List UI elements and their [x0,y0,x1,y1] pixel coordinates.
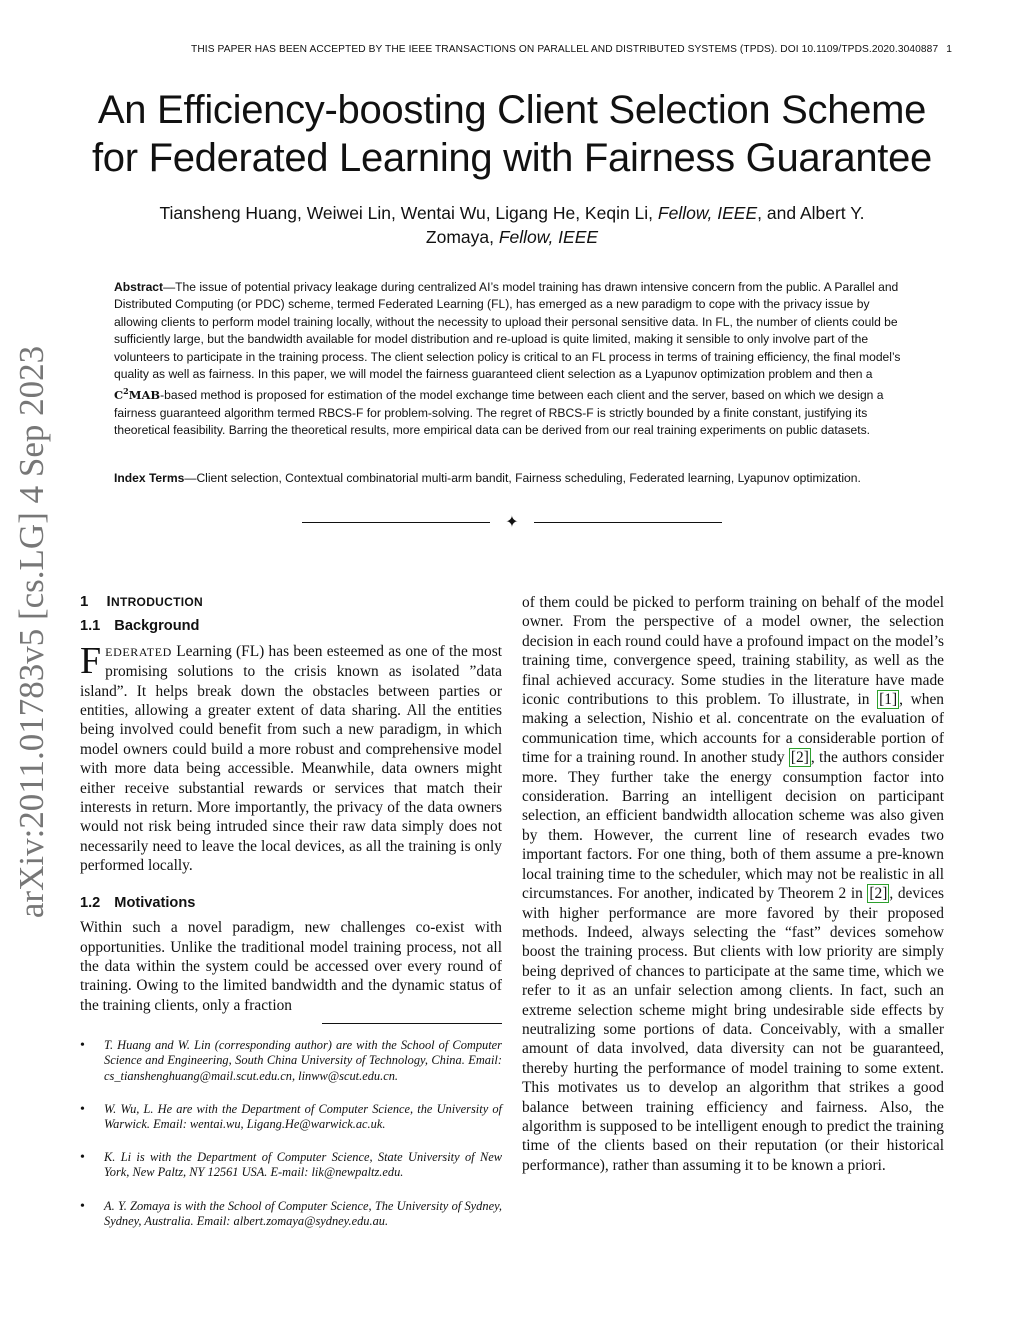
citation-link-2[interactable]: [2] [790,749,809,767]
bullet-icon: • [80,1038,85,1054]
subsection-title: Motivations [114,894,196,911]
footnote: • T. Huang and W. Lin (corresponding author) are with the School of Computer Science and Engineering, South China University of Technology, China. Email: cs_tianshenghuang@mail.scut.edu.cn, linww@scut.edu.cn. [80,1038,502,1083]
paragraph-motivations: Within such a novel paradigm, new challenges co-exist with opportunities. Unlike the traditional model training process, not all the data within the system could be accessed over every round of training. Owing to the limited bandwidth and the dynamic status of the training clients, only a fraction [80,919,502,1014]
title-line-2: for Federated Learning with Fairness Guarantee [91,136,932,180]
index-terms-label: Index Terms [114,471,185,485]
subsection-number: 1.2 [80,894,101,911]
smallcaps-word: EDERATED [105,644,172,659]
title-line-1: An Efficiency-boosting Client Selection Scheme [97,88,927,132]
footnote: • A. Y. Zomaya is with the School of Computer Science, The University of Sydney, Sydney, Australia. Email: albert.zomaya@sydney.edu.au. [80,1198,502,1228]
bullet-icon: • [80,1101,85,1117]
footnote: • K. Li is with the Department of Computer Science, State University of New York, New Paltz, NY 12561 USA. E-mail: lik@newpaltz.edu. [80,1150,502,1180]
bullet-icon: • [80,1150,85,1166]
index-terms-text: —Client selection, Contextual combinatorial multi-arm bandit, Fairness scheduling, Federated learning, Lyapunov optimization. [184,471,861,485]
arxiv-stamp: arXiv:2011.01783v5 [cs.LG] 4 Sep 2023 [12,345,51,919]
right-column [522,593,944,1175]
section-title-initial: I [106,593,111,610]
index-terms [114,470,910,487]
fellow-title-1: Fellow, IEEE [657,203,758,223]
divider-line-left [302,522,490,523]
abstract-label: Abstract [114,280,164,294]
subsection-heading-background [80,617,502,636]
section-heading-introduction [80,592,502,612]
diamond-icon: ✦ [505,512,519,531]
abstract-text-1: —The issue of potential privacy leakage during centralized AI’s model training has drawn intensive concern from the public. A Parallel and Distributed Computing (or PDC) scheme, termed Federated Learning (FL), has emerged as a new paradigm to cope with the privacy issue by allowing clients to perform model training locally, without the necessity to upload their personal sensitive data. In FL, the number of clients could be sufficiently large, but the bandwidth available for model distribution and re-upload is quite limited, making it sensible to only involve part of the volunteers to participate in the training process. The client selection policy is critical to an FL process in terms of training efficiency, the final model’s quality as well as fairness. In this paper, we will model the fairness guaranteed client selection as a Lyapunov optimization problem and then a [114,280,901,382]
header-text: THIS PAPER HAS BEEN ACCEPTED BY THE IEEE TRANSACTIONS ON PARALLEL AND DISTRIBUTED SYSTEMS (TPDS). DOI 10.1109/TPDS.2020.3040887 [191,44,939,55]
authors-part-b: , and Albert Y. [757,203,865,223]
footnote-rule [322,1023,502,1024]
section-title-rest: NTRODUCTION [111,595,203,609]
abstract [114,279,910,439]
section-number: 1 [80,593,89,610]
abstract-text-2: -based method is proposed for estimation of the model exchange time between each client and the server, based on which we design a fairness guaranteed algorithm termed RBCS-F for problem-solving. The regret of RBCS-F is strictly bounded by a finite constant, justifying its theoretical feasibility. Barring the theoretical results, more empirical data can be derived from our real training experiments on public datasets. [114,388,884,438]
c2mab-symbol: $C^2MAB$ [114,386,161,403]
section-divider [302,514,722,532]
bullet-icon: • [80,1198,85,1214]
footnote: • W. Wu, L. He are with the Department of Computer Science, the University of Warwick. Email: wentai.wu, Ligang.He@warwick.ac.uk. [80,1101,502,1131]
paragraph-right: of them could be picked to perform training on behalf of the model owner. From the perspective of a model owner, the selection decision in each round could have a profound impact on the model’s training time, convergence speed, training stability, as well as the final achieved accuracy. Some studies in the literature have made iconic contributions to this problem. To illustrate, in [1] , when making a selection, Nishio et al. concentrate on the evaluation of communication time, which accounts for a considerable portion of time for a training round. In another study [2] , the authors consider more. They further take the energy consumption factor into consideration. Barring an intelligent decision on participant selection, an efficient bandwidth allocation scheme was also given by them. However, the current line of research evades two important factors. For one thing, both of them assume a pre-known local training time to the scheduler, which may not be realistic in all circumstances. For another, indicated by Theorem 2 in [2] , devices with higher performance are more favored by their proposed methods. Indeed, always selecting the “fast” devices somehow boost the training process. But clients with low priority are simply being deprived of chances to participate at the same time, which we refer to it as an unfair selection among clients. In fact, such an extreme selection scheme might bring undesirable side effects by neutralizing some portions of data. Conceivably, with a smaller amount of data involved, data diversity can not be guaranteed, thereby hurting the performance of model training to some extent. This motivates us to develop an algorithm that strikes a good balance between training efficiency and fairness. Also, the algorithm is supposed to be intelligent enough to predict the training time of the clients based on their reputation (or their historical performance), rather than assuming it to be known a priori. [522,594,945,1174]
subsection-title: Background [114,618,200,635]
subsection-heading-motivations [80,894,502,913]
background-text: Learning (FL) has been esteemed as one of the most promising solutions to the crisis known as isolated ”data island”. It helps break down the obstacles between parties or entities, allowing a greater extent of data sharing. All the entities being involved could benefit from such a new paradigm, in which model owners could build a more robust and comprehensive model with more data being accessible. Meanwhile, data owners might either receive substantial rewards or services that match their interests in return. More importantly, the privacy of the data owners would not risk being intruded since their raw data simply does not necessarily need to leave the local devices, as all the training is only performed locally. [80,642,502,875]
authors-part-a: Tiansheng Huang, Weiwei Lin, Wentai Wu, Ligang He, Keqin Li, [159,203,658,223]
fellow-title-2: Fellow, IEEE [498,227,599,247]
author-list [90,201,934,249]
running-header [72,44,952,55]
drop-cap: F [80,639,102,682]
left-column [80,592,502,1247]
paper-title [40,86,984,182]
authors-part-c: Zomaya, [425,227,499,247]
paragraph-background [80,639,502,876]
subsection-number: 1.1 [80,618,101,635]
citation-link-3[interactable]: [2] [869,885,888,903]
citation-link-1[interactable]: [1] [879,691,898,709]
divider-line-right [534,522,722,523]
page-number: 1 [946,44,952,55]
